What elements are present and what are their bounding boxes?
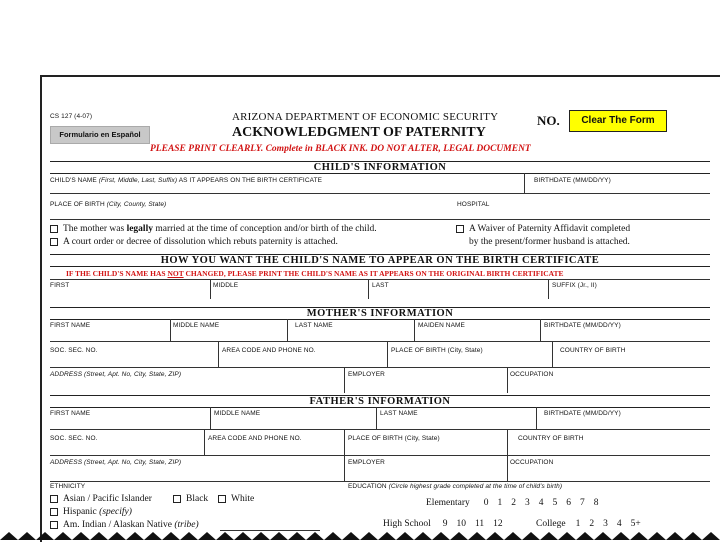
elementary-grades — [426, 498, 608, 508]
father-birthdate-field[interactable]: BIRTHDATE (MM/DD/YY) — [544, 410, 621, 417]
father-ssn-field[interactable]: SOC. SEC. NO. — [50, 435, 98, 442]
divider — [507, 455, 508, 481]
divider — [376, 407, 377, 429]
hispanic-checkbox[interactable] — [50, 508, 58, 516]
father-phone-field[interactable]: AREA CODE AND PHONE NO. — [208, 435, 302, 442]
mother-place-of-birth-field[interactable]: PLACE OF BIRTH (City, State) — [391, 347, 483, 354]
place-of-birth-label: PLACE OF BIRTH — [50, 201, 105, 208]
divider — [50, 481, 710, 482]
divider — [50, 455, 710, 456]
elementary-label: Elementary — [426, 498, 470, 508]
college-year-option[interactable]: 1 — [575, 519, 581, 529]
elementary-grade-option[interactable]: 3 — [525, 498, 530, 508]
mother-first-name-field[interactable]: FIRST NAME — [50, 322, 91, 329]
black-label: Black — [186, 494, 209, 504]
divider — [287, 319, 288, 341]
child-name-hint: (First, Middle, Last, Suffix) — [98, 177, 178, 184]
divider — [344, 367, 345, 393]
education-hint: (Circle highest grade completed at the time of child's birth) — [388, 483, 563, 490]
child-name-label: CHILD'S NAME — [50, 177, 97, 184]
divider — [50, 193, 710, 194]
college-year-option[interactable]: 2 — [589, 519, 595, 529]
college-year-list — [576, 519, 650, 529]
ethnicity-amindian-option[interactable] — [50, 520, 199, 530]
amindian-checkbox[interactable] — [50, 521, 58, 529]
college-year-option[interactable]: 4 — [616, 519, 622, 529]
divider — [50, 219, 710, 220]
notice-text-b: CHANGED, PLEASE PRINT THE CHILD'S NAME AS IT APPEARS ON THE ORIGINAL BIRTH CERTIFICATE — [185, 269, 564, 278]
divider — [344, 455, 345, 481]
mother-country-field[interactable]: COUNTRY OF BIRTH — [560, 347, 626, 354]
spanish-form-button[interactable]: Formulario en Español — [50, 126, 150, 144]
married-text-legally: legally — [126, 224, 153, 234]
mother-ssn-field[interactable]: SOC. SEC. NO. — [50, 347, 98, 354]
perforated-edge — [0, 530, 720, 540]
department-name: ARIZONA DEPARTMENT OF ECONOMIC SECURITY — [232, 111, 499, 123]
divider — [414, 319, 415, 341]
married-text-c: married at the time of conception and/or birth of the child. — [155, 224, 377, 234]
father-first-name-field[interactable]: FIRST NAME — [50, 410, 91, 417]
child-name-suffix: AS IT APPEARS ON THE BIRTH CERTIFICATE — [178, 177, 323, 184]
father-last-name-field[interactable]: LAST NAME — [380, 410, 418, 417]
ethnicity-black-option[interactable] — [173, 494, 208, 504]
mother-info-heading: MOTHER'S INFORMATION — [50, 307, 710, 320]
amindian-hint: (tribe) — [174, 520, 199, 530]
divider — [507, 429, 508, 455]
highschool-grade-option[interactable]: 9 — [442, 519, 448, 529]
elementary-grade-option[interactable]: 1 — [497, 498, 503, 508]
form-title: ACKNOWLEDGMENT OF PATERNITY — [232, 125, 486, 140]
divider — [536, 407, 537, 429]
hispanic-label: Hispanic — [63, 507, 97, 517]
child-birthdate-field[interactable]: BIRTHDATE (MM/DD/YY) — [534, 177, 611, 184]
bc-first-name-field[interactable]: FIRST — [50, 282, 70, 289]
divider — [50, 429, 710, 430]
college-years — [536, 519, 650, 529]
father-middle-name-field[interactable]: MIDDLE NAME — [214, 410, 261, 417]
highschool-label: High School — [383, 519, 431, 529]
divider — [387, 341, 388, 367]
ethnicity-label: ETHNICITY — [50, 483, 86, 490]
number-label: NO. — [537, 113, 560, 128]
father-place-of-birth-field[interactable]: PLACE OF BIRTH (City, State) — [348, 435, 440, 442]
divider — [210, 279, 211, 299]
waiver-option[interactable] — [456, 224, 630, 234]
black-checkbox[interactable] — [173, 495, 181, 503]
waiver-text-a: A Waiver of Paternity Affidavit completed — [469, 224, 631, 234]
mother-phone-field[interactable]: AREA CODE AND PHONE NO. — [222, 347, 316, 354]
married-checkbox[interactable] — [50, 225, 58, 233]
education-label-text: EDUCATION — [348, 483, 387, 490]
ethnicity-hispanic-option[interactable] — [50, 507, 132, 517]
divider — [204, 429, 205, 455]
college-year-option[interactable]: 5+ — [630, 519, 641, 529]
divider — [170, 319, 171, 341]
clear-form-button[interactable]: Clear The Form — [569, 110, 667, 132]
form-code: CS 127 (4-07) — [50, 113, 93, 120]
notice-text-a: IF THE CHILD'S NAME HAS — [66, 269, 166, 278]
divider — [524, 173, 525, 193]
elementary-grade-option[interactable]: 7 — [580, 498, 585, 508]
divider — [50, 367, 710, 368]
child-info-heading: CHILD'S INFORMATION — [50, 161, 710, 174]
divider — [548, 279, 549, 299]
elementary-grade-option[interactable]: 8 — [593, 498, 599, 508]
hospital-field[interactable]: HOSPITAL — [457, 201, 490, 208]
father-address-field[interactable]: ADDRESS (Street, Apt. No, City, State, ZIP) — [50, 459, 182, 466]
ethnicity-asian-option[interactable] — [50, 494, 152, 504]
hispanic-hint: (specify) — [99, 507, 132, 517]
highschool-grade-option[interactable]: 12 — [493, 519, 503, 529]
divider — [552, 341, 553, 367]
divider — [507, 367, 508, 393]
mother-maiden-name-field[interactable]: MAIDEN NAME — [418, 322, 465, 329]
place-of-birth-hint: (City, County, State) — [106, 201, 167, 208]
notice-text-not: NOT — [167, 269, 184, 278]
married-text-a: The mother was — [63, 224, 125, 234]
highschool-grade-list — [443, 519, 512, 529]
place-of-birth-field[interactable] — [50, 201, 166, 208]
mother-occupation-field[interactable]: OCCUPATION — [510, 371, 554, 378]
bc-middle-name-field[interactable]: MIDDLE — [213, 282, 239, 289]
divider — [344, 429, 345, 455]
divider — [210, 407, 211, 429]
white-checkbox[interactable] — [218, 495, 226, 503]
mother-employer-field[interactable]: EMPLOYER — [348, 371, 385, 378]
amindian-label: Am. Indian / Alaskan Native — [63, 520, 172, 530]
married-option[interactable] — [50, 224, 377, 234]
court-order-checkbox[interactable] — [50, 238, 58, 246]
elementary-grade-option[interactable]: 5 — [552, 498, 558, 508]
elementary-grade-option[interactable]: 2 — [511, 498, 517, 508]
father-info-heading: FATHER'S INFORMATION — [50, 395, 710, 408]
bc-suffix-field[interactable]: SUFFIX (Jr., II) — [552, 282, 597, 289]
divider — [218, 341, 219, 367]
asian-label: Asian / Pacific Islander — [63, 494, 152, 504]
court-order-option[interactable] — [50, 237, 338, 247]
child-name-field[interactable] — [50, 177, 322, 184]
divider — [50, 279, 710, 280]
father-employer-field[interactable]: EMPLOYER — [348, 459, 385, 466]
white-label: White — [231, 494, 255, 504]
highschool-grades — [383, 519, 512, 529]
mother-last-name-field[interactable]: LAST NAME — [295, 322, 333, 329]
highschool-grade-option[interactable]: 11 — [475, 519, 485, 529]
instructions: PLEASE PRINT CLEARLY. Complete in BLACK INK. DO NOT ALTER, LEGAL DOCUMENT — [150, 144, 531, 154]
court-order-text: A court order or decree of dissolution which rebuts paternity is attached. — [63, 237, 338, 247]
birth-certificate-name-heading: HOW YOU WANT THE CHILD'S NAME TO APPEAR ON THE BIRTH CERTIFICATE — [50, 254, 710, 267]
paternity-form-page — [40, 75, 720, 542]
college-year-option[interactable]: 3 — [603, 519, 608, 529]
divider — [368, 279, 369, 299]
father-occupation-field[interactable]: OCCUPATION — [510, 459, 554, 466]
elementary-grade-option[interactable]: 0 — [483, 498, 489, 508]
divider — [540, 319, 541, 341]
elementary-grade-option[interactable]: 6 — [566, 498, 572, 508]
ethnicity-white-option[interactable] — [218, 494, 254, 504]
highschool-grade-option[interactable]: 10 — [456, 519, 467, 529]
father-country-field[interactable]: COUNTRY OF BIRTH — [518, 435, 584, 442]
education-label — [348, 483, 562, 490]
mother-address-field[interactable]: ADDRESS (Street, Apt. No, City, State, ZIP) — [50, 371, 182, 378]
waiver-text-b: by the present/former husband is attached. — [469, 237, 630, 247]
name-change-notice — [66, 269, 564, 278]
waiver-checkbox[interactable] — [456, 225, 464, 233]
college-label: College — [536, 519, 566, 529]
bc-last-name-field[interactable]: LAST — [372, 282, 389, 289]
mother-middle-name-field[interactable]: MIDDLE NAME — [173, 322, 220, 329]
divider — [50, 341, 710, 342]
mother-birthdate-field[interactable]: BIRTHDATE (MM/DD/YY) — [544, 322, 621, 329]
elementary-grade-list — [484, 498, 608, 508]
asian-checkbox[interactable] — [50, 495, 58, 503]
elementary-grade-option[interactable]: 4 — [538, 498, 544, 508]
